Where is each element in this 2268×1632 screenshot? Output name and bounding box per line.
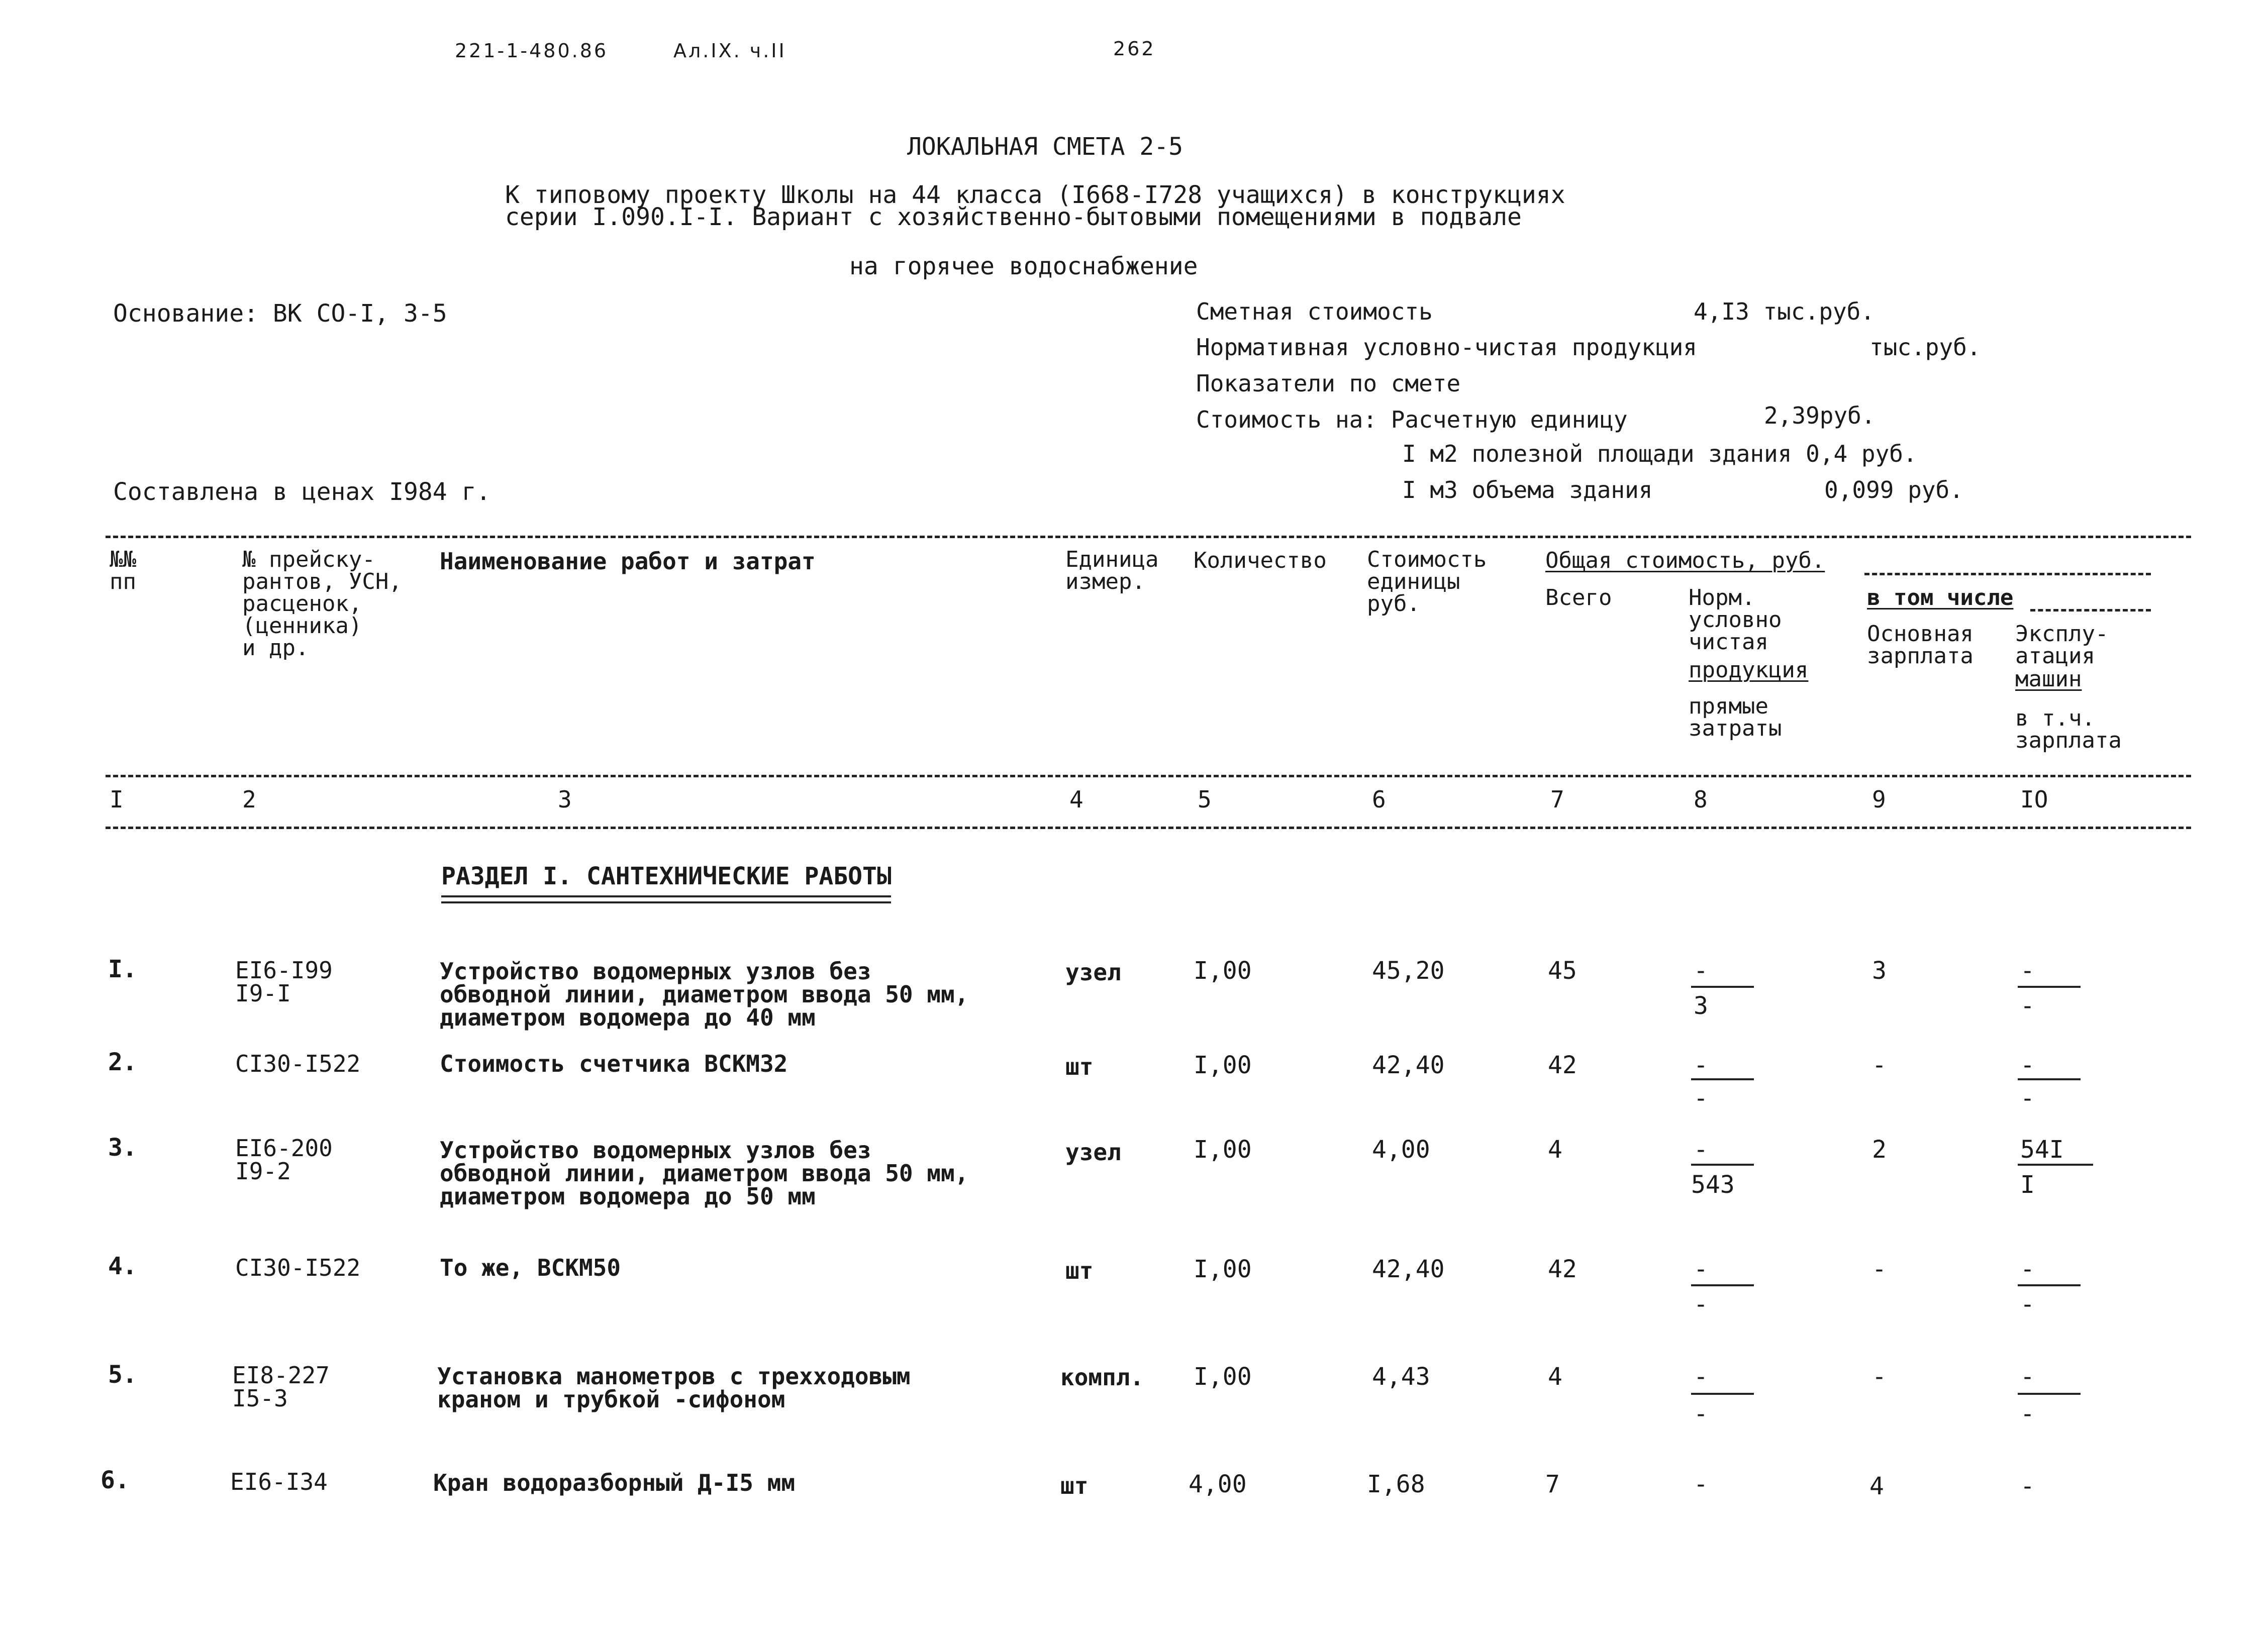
row-norm-fraction-line — [1691, 1284, 1754, 1286]
column-numbers-bottom-rule — [106, 827, 2191, 829]
cost-per-unit-value: 2,39руб. — [1764, 402, 1876, 429]
norm-product-label: Нормативная условно-чистая продукция — [1196, 334, 1697, 361]
header-total-cost-tail — [1864, 573, 2151, 575]
estimate-title: ЛОКАЛЬНАЯ СМЕТА 2-5 — [907, 133, 1184, 161]
document-code: 221-1-480.86 — [455, 40, 609, 62]
header-col-code: № прейску- рантов, УСН, расценок, (ценника) и др. — [242, 547, 402, 661]
project-description-line1: К типовому проекту Школы на 44 класса (I668-I728 учащихся) в конструкциях — [505, 181, 1565, 209]
row-norm-fraction-line — [1691, 1164, 1754, 1166]
column-number-10: IO — [2020, 786, 2048, 813]
row-machines-bottom: - — [2020, 1400, 2035, 1428]
row-total: 7 — [1545, 1470, 1560, 1498]
row-machines-top: - — [2020, 957, 2035, 985]
row-unit-cost: 42,40 — [1372, 1051, 1445, 1079]
basis-line: Основание: ВК СО-I, 3-5 — [113, 299, 447, 328]
row-number: I. — [108, 955, 137, 983]
project-description-line2: серии I.090.I-I. Вариант с хозяйственно-бытовыми помещениями в подвале — [505, 203, 1522, 231]
row-unit-cost: I,68 — [1367, 1470, 1425, 1498]
row-code: CI30-I522 — [235, 1050, 361, 1077]
row-unit-cost: 4,00 — [1372, 1136, 1430, 1164]
header-including: в том числе — [1867, 585, 2014, 610]
row-machines-fraction-line — [2018, 986, 2081, 988]
row-name: Стоимость счетчика ВСКМ32 — [440, 1050, 788, 1077]
row-norm-bottom: 3 — [1694, 992, 1708, 1020]
row-unit-cost: 45,20 — [1372, 957, 1445, 985]
album-reference: Ал.IX. ч.II — [673, 40, 786, 62]
row-machines-fraction-line — [2018, 1164, 2093, 1166]
row-machines-bottom: I — [2020, 1171, 2035, 1199]
smeta-cost-value: 4,I3 тыс.руб. — [1694, 298, 1875, 325]
header-incl-salary: в т.ч. зарплата — [2015, 705, 2122, 753]
row-code: EI6-I99 I9-I — [235, 957, 333, 1007]
row-salary: - — [1872, 1363, 1887, 1391]
row-norm-top: - — [1694, 1051, 1708, 1079]
section-title-underline-2 — [441, 901, 891, 903]
column-number-6: 6 — [1372, 786, 1386, 813]
row-code: EI8-227 I5-3 — [232, 1362, 330, 1412]
row-name: Устройство водомерных узлов без обводной линии, диаметром ввода 50 мм, диаметром водомера до 50 мм — [440, 1137, 969, 1210]
header-base-salary: Основная зарплата — [1867, 621, 1974, 669]
column-number-2: 2 — [242, 786, 256, 813]
smeta-cost-label: Сметная стоимость — [1196, 298, 1433, 325]
row-name: То же, ВСКМ50 — [440, 1254, 621, 1281]
column-number-9: 9 — [1872, 786, 1886, 813]
row-salary: 2 — [1872, 1136, 1887, 1164]
row-norm-bottom: - — [1694, 1290, 1708, 1318]
column-number-5: 5 — [1198, 786, 1212, 813]
row-machines-top: - — [2020, 1363, 2035, 1391]
column-number-3: 3 — [558, 786, 572, 813]
row-unit-cost: 42,40 — [1372, 1255, 1445, 1283]
row-unit: компл. — [1060, 1364, 1144, 1391]
cost-per-m3-label: I м3 объема здания — [1402, 476, 1653, 503]
row-salary: 4 — [1869, 1472, 1884, 1500]
column-number-1: I — [110, 786, 124, 813]
row-machines-top: - — [2020, 1051, 2035, 1079]
header-total-all: Всего — [1545, 585, 1612, 610]
header-col-name: Наименование работ и затрат — [440, 548, 816, 575]
row-code: EI6-I34 — [230, 1468, 328, 1495]
row-number: 4. — [108, 1252, 137, 1280]
column-number-7: 7 — [1550, 786, 1564, 813]
row-quantity: I,00 — [1194, 957, 1252, 985]
row-quantity: I,00 — [1194, 1363, 1252, 1391]
row-number: 2. — [108, 1048, 137, 1076]
row-code: CI30-I522 — [235, 1254, 361, 1281]
row-number: 3. — [108, 1134, 137, 1162]
row-salary: - — [1872, 1051, 1887, 1079]
row-norm-top: - — [1694, 1363, 1708, 1391]
norm-product-value: тыс.руб. — [1869, 334, 1981, 361]
row-norm-fraction-line — [1691, 1393, 1754, 1395]
header-norm-product-underlined: продукция — [1689, 657, 1809, 683]
header-col-quantity: Количество — [1194, 548, 1327, 573]
header-direct-costs: прямые затраты — [1689, 693, 1782, 741]
estimate-subject: на горячее водоснабжение — [849, 252, 1198, 280]
row-total: 42 — [1548, 1255, 1577, 1283]
row-unit: узел — [1065, 959, 1121, 986]
column-numbers-top-rule — [106, 775, 2191, 777]
row-salary: 3 — [1872, 957, 1887, 985]
row-salary: - — [1872, 1255, 1887, 1283]
row-code: EI6-200 I9-2 — [235, 1135, 333, 1185]
row-quantity: I,00 — [1194, 1051, 1252, 1079]
row-machines-top: 54I — [2020, 1136, 2064, 1164]
row-norm-fraction-line — [1691, 1078, 1754, 1080]
column-number-4: 4 — [1069, 786, 1083, 813]
price-level-line: Составлена в ценах I984 г. — [113, 478, 491, 506]
row-number: 5. — [108, 1361, 137, 1389]
row-machines-bottom: - — [2020, 992, 2035, 1020]
cost-per-m3-value: 0,099 руб. — [1824, 476, 1963, 503]
row-total: 45 — [1548, 957, 1577, 985]
table-top-rule — [106, 536, 2191, 538]
row-norm-top: - — [1694, 957, 1708, 985]
row-quantity: I,00 — [1194, 1255, 1252, 1283]
header-machines-underlined: машин — [2015, 666, 2082, 692]
row-norm: - — [1694, 1470, 1708, 1498]
row-norm-top: - — [1694, 1255, 1708, 1283]
header-col-unit-cost: Стоимость единицы руб. — [1367, 547, 1487, 617]
row-machines-bottom: - — [2020, 1084, 2035, 1112]
row-unit-cost: 4,43 — [1372, 1363, 1430, 1391]
cost-per-unit-label: Стоимость на: Расчетную единицу — [1196, 406, 1628, 433]
header-col-number: №№ пп — [110, 547, 136, 594]
row-number: 6. — [101, 1466, 130, 1494]
row-name: Устройство водомерных узлов без обводной линии, диаметром ввода 50 мм, диаметром водомера до 40 мм — [440, 958, 969, 1031]
row-name: Кран водоразборный Д-I5 мм — [433, 1469, 796, 1496]
header-total-cost: Общая стоимость, руб. — [1545, 548, 1825, 573]
row-norm-top: - — [1694, 1136, 1708, 1164]
row-total: 42 — [1548, 1051, 1577, 1079]
page-number: 262 — [1113, 38, 1156, 60]
cost-per-m2-line: I м2 полезной площади здания 0,4 руб. — [1402, 440, 1917, 467]
row-norm-fraction-line — [1691, 986, 1754, 988]
row-machines-fraction-line — [2018, 1284, 2081, 1286]
row-total: 4 — [1548, 1136, 1562, 1164]
row-total: 4 — [1548, 1363, 1562, 1391]
row-unit: узел — [1065, 1139, 1121, 1166]
row-norm-bottom: 543 — [1691, 1171, 1735, 1199]
section-title-underline-1 — [441, 895, 891, 897]
row-quantity: 4,00 — [1189, 1470, 1247, 1498]
row-unit: шт — [1065, 1053, 1094, 1080]
indicators-label: Показатели по смете — [1196, 370, 1461, 397]
row-unit: шт — [1060, 1472, 1089, 1499]
row-norm-bottom: - — [1694, 1400, 1708, 1428]
row-quantity: I,00 — [1194, 1136, 1252, 1164]
header-including-tail — [2030, 609, 2151, 611]
column-number-8: 8 — [1694, 786, 1708, 813]
row-unit: шт — [1065, 1257, 1094, 1284]
row-machines-fraction-line — [2018, 1393, 2081, 1395]
section-title: РАЗДЕЛ I. САНТЕХНИЧЕСКИЕ РАБОТЫ — [441, 862, 892, 890]
header-machines: Эксплу- атация — [2015, 621, 2109, 669]
row-machines: - — [2020, 1472, 2035, 1500]
row-name: Установка манометров с трехходовым краном и трубкой -сифоном — [437, 1363, 911, 1413]
header-norm-product: Норм. условно чистая — [1689, 585, 1782, 655]
row-machines-top: - — [2020, 1255, 2035, 1283]
row-machines-fraction-line — [2018, 1078, 2081, 1080]
row-norm-bottom: - — [1694, 1084, 1708, 1112]
header-col-unit: Единица измер. — [1065, 547, 1159, 594]
row-machines-bottom: - — [2020, 1290, 2035, 1318]
